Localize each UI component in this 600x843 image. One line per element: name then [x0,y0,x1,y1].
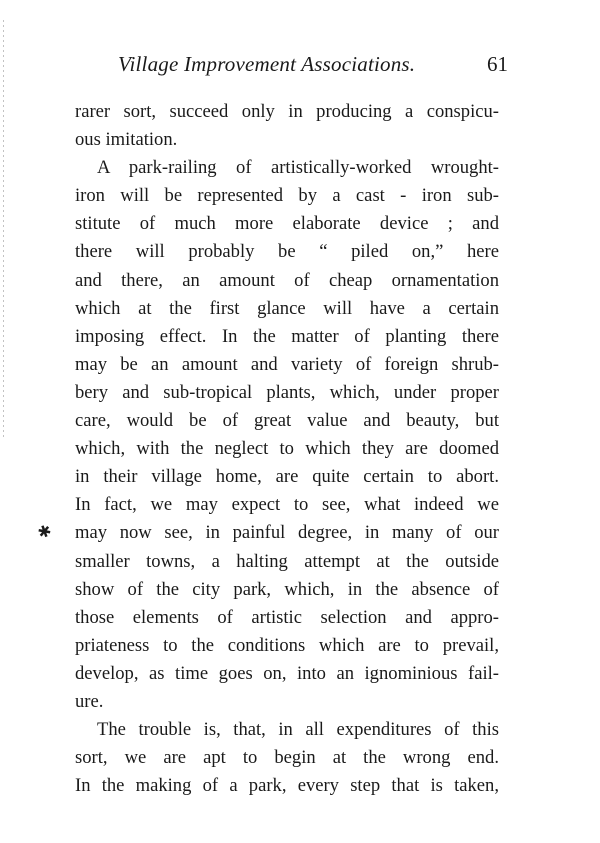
text-line: priateness to the conditions which are to prevail, [75,634,499,656]
page-edge-perforation [3,20,5,440]
paragraph-1 [75,98,499,154]
text-line: may now see, in painful degree, in many of our [75,522,499,544]
text-line: show of the city park, which, in the absence of [75,578,499,600]
text-line: which at the first glance will have a certain [75,297,499,319]
text-line: In fact, we may expect to see, what indeed we [75,494,499,516]
page-header [118,52,508,80]
text-line: A park-railing of artistically-worked wrought- [97,157,499,179]
text-line: smaller towns, a halting attempt at the outside [75,550,499,572]
text-line: stitute of much more elaborate device ; and [75,213,499,235]
text-line: develop, as time goes on, into an ignominious fail- [75,662,499,684]
text-line: ous imitation. [75,129,178,151]
text-line: and there, an amount of cheap ornamentation [75,269,499,291]
body-text [75,98,499,800]
margin-mark-icon: ✱ [35,522,55,543]
text-line: in their village home, are quite certain to abort. [75,466,499,488]
text-line: those elements of artistic selection and appro- [75,606,499,628]
text-line: sort, we are apt to begin at the wrong end. [75,747,499,769]
text-line: ure. [75,690,104,712]
text-line: which, with the neglect to which they are doomed [75,438,499,460]
text-line: iron will be represented by a cast - iron sub- [75,185,499,207]
running-title: Village Improvement Associations. [118,52,416,76]
paragraph-3 [75,716,499,800]
text-line: bery and sub-tropical plants, which, under proper [75,381,499,403]
text-line: may be an amount and variety of foreign shrub- [75,353,499,375]
paragraph-2 [75,154,499,716]
text-line: rarer sort, succeed only in producing a conspicu- [75,101,499,122]
text-line: In the making of a park, every step that is taken, [75,775,499,797]
text-line: there will probably be “ piled on,” here [75,241,499,263]
text-line: imposing effect. In the matter of planting there [75,325,499,347]
text-line: The trouble is, that, in all expenditures of this [97,719,499,741]
text-line: care, would be of great value and beauty, but [75,410,499,432]
page-number: 61 [487,52,508,76]
